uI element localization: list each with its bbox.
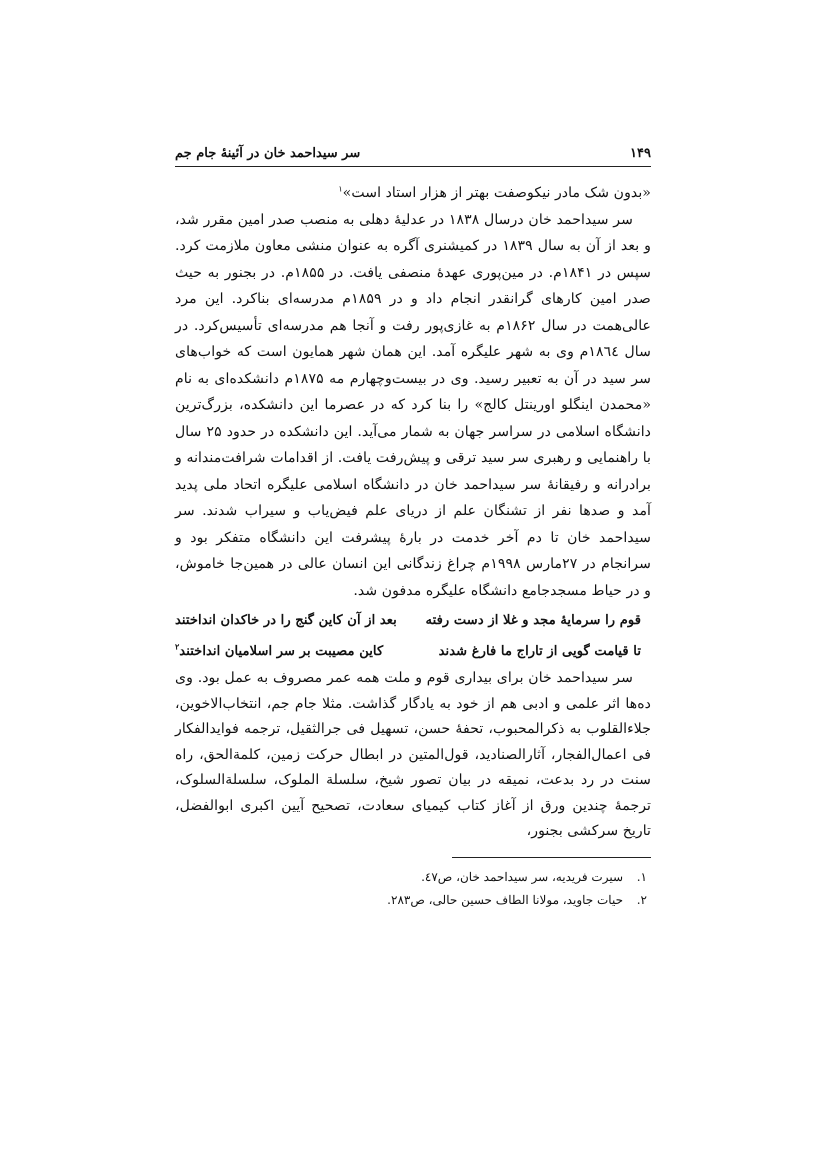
header-divider <box>175 166 651 167</box>
biography-paragraph: سر سیداحمد خان درسال ۱۸۳۸ در عدلیهٔ دهلی به منصب صدر امین مقرر شد، و بعد از آن به سال ۱۸۳۹ در کمیشنری آگره به عنوان منشی معاون ملازمت کرد. سپس در ۱۸۴۱م. در مین‌پوری عهدهٔ منصفی یافت. در ۱۸۵۵م. در بجنور به حیث صدر امین کارهای گرانقدر انجام داد و در ۱۸۵۹م مدرسه‌ای بناکرد. این مرد عالی‌همت در سال ۱۸۶۲م به غازی‌پور رفت و آنجا هم مدرسه‌ای تأسیس‌کرد. در سال ۱۸٦٤م وی به شهر علیگره آمد. این همان شهر همایون است که خواب‌های سر سید در آن به تعبیر رسید. وی در بیست‌وچهارم مه ۱۸۷۵م دانشکده‌ای به نام «محمدن اینگلو اورینتل کالج» را بنا کرد که در عصرما این دانشکده، بزرگ‌ترین دانشگاه اسلامی در سراسر جهان به شمار می‌آید. این دانشکده در حدود ۲۵ سال با راهنمایی و رهبری سر سید ترقی و پیش‌رفت یافت. از اقدامات شرافت‌مندانه و برادرانه و رفیقانهٔ سر سیداحمد خان در دانشگاه اسلامی علیگره اتحاد ملی پدید آمد و صدها نفر از تشنگان علم از دریای علم فیض‌یاب و سیراب شدند. سر سیداحمد خان تا دم آخر خدمت در بارهٔ پیشرفت این دانشگاه متفکر بود و سرانجام در ۲۷مارس ۱۹۹۸م چراغ زندگانی این انسان عالی در همین‌جا خاموش، و در حیاط مسجدجامع دانشگاه علیگره مدفون شد. <box>175 211 652 599</box>
footnote-divider <box>452 857 651 858</box>
footnote-text: حیات جاوید، مولانا الطاف حسین حالی، ص۲۸۳. <box>387 893 623 907</box>
verse-2-hemistich-a: تا قیامت گویی از تاراج ما فارغ شدند <box>438 644 641 659</box>
footnotes <box>175 866 651 912</box>
footnote-2 <box>175 889 651 912</box>
footnote-1 <box>175 866 651 889</box>
running-title: سر سیداحمد خان در آئینهٔ جام جم <box>175 146 361 161</box>
verse-1-hemistich-a: قوم را سرمایهٔ مجد و غلا از دست رفته <box>425 613 641 628</box>
verse-1-hemistich-b: بعد از آن کاین گنج را در خاکدان انداختند <box>175 613 397 628</box>
main-text <box>175 180 651 845</box>
footnote-ref-1: ۱ <box>338 184 343 194</box>
verse-line-1 <box>175 604 651 635</box>
works-paragraph: سر سیداحمد خان برای بیداری قوم و ملت همه عمر مصروف به عمل بود. وی ده‌ها اثر علمی و ادبی هم از خود به یادگار گذاشت. مثلا جام جم، انتخاب‌الاخوین، جلاءالقلوب به ذکرالمحبوب، تحفهٔ حسن، تسهیل فی جرالثقیل، ترجمه فوایدالفکار فی اعمال‌الفجار، آثارالصنادید، قول‌المتین در ابطال حرکت زمین، کلمةالحق، راه سنت در رد بدعت، نمیقه در بیان تصور شیخ، سلسلة الملوک، سلسلةالسلوک، ترجمهٔ چندین ورق از آغاز کتاب کیمیای سعادت، تصحیح آیین اکبری ابوالفضل، تاریخ سرکشی بجنور، <box>175 670 651 839</box>
page-number: ۱۴۹ <box>630 146 651 161</box>
verse-line-2 <box>175 635 651 666</box>
quote-paragraph <box>175 180 651 207</box>
footnote-number: ۲. <box>636 893 647 907</box>
footnote-ref-2: ۲ <box>175 641 180 652</box>
quote-text: «بدون شک مادر نیکوصفت بهتر از هزار استاد است» <box>342 185 651 201</box>
verse-2-hemistich-b-text: کاین مصیبت بر سر اسلامیان انداختند <box>179 644 384 659</box>
verse-2-hemistich-b <box>175 639 383 666</box>
footnote-text: سیرت فریدیه، سر سیداحمد خان، ص٤٧. <box>421 870 623 884</box>
running-header <box>175 140 651 166</box>
footnote-number: ۱. <box>636 870 647 884</box>
